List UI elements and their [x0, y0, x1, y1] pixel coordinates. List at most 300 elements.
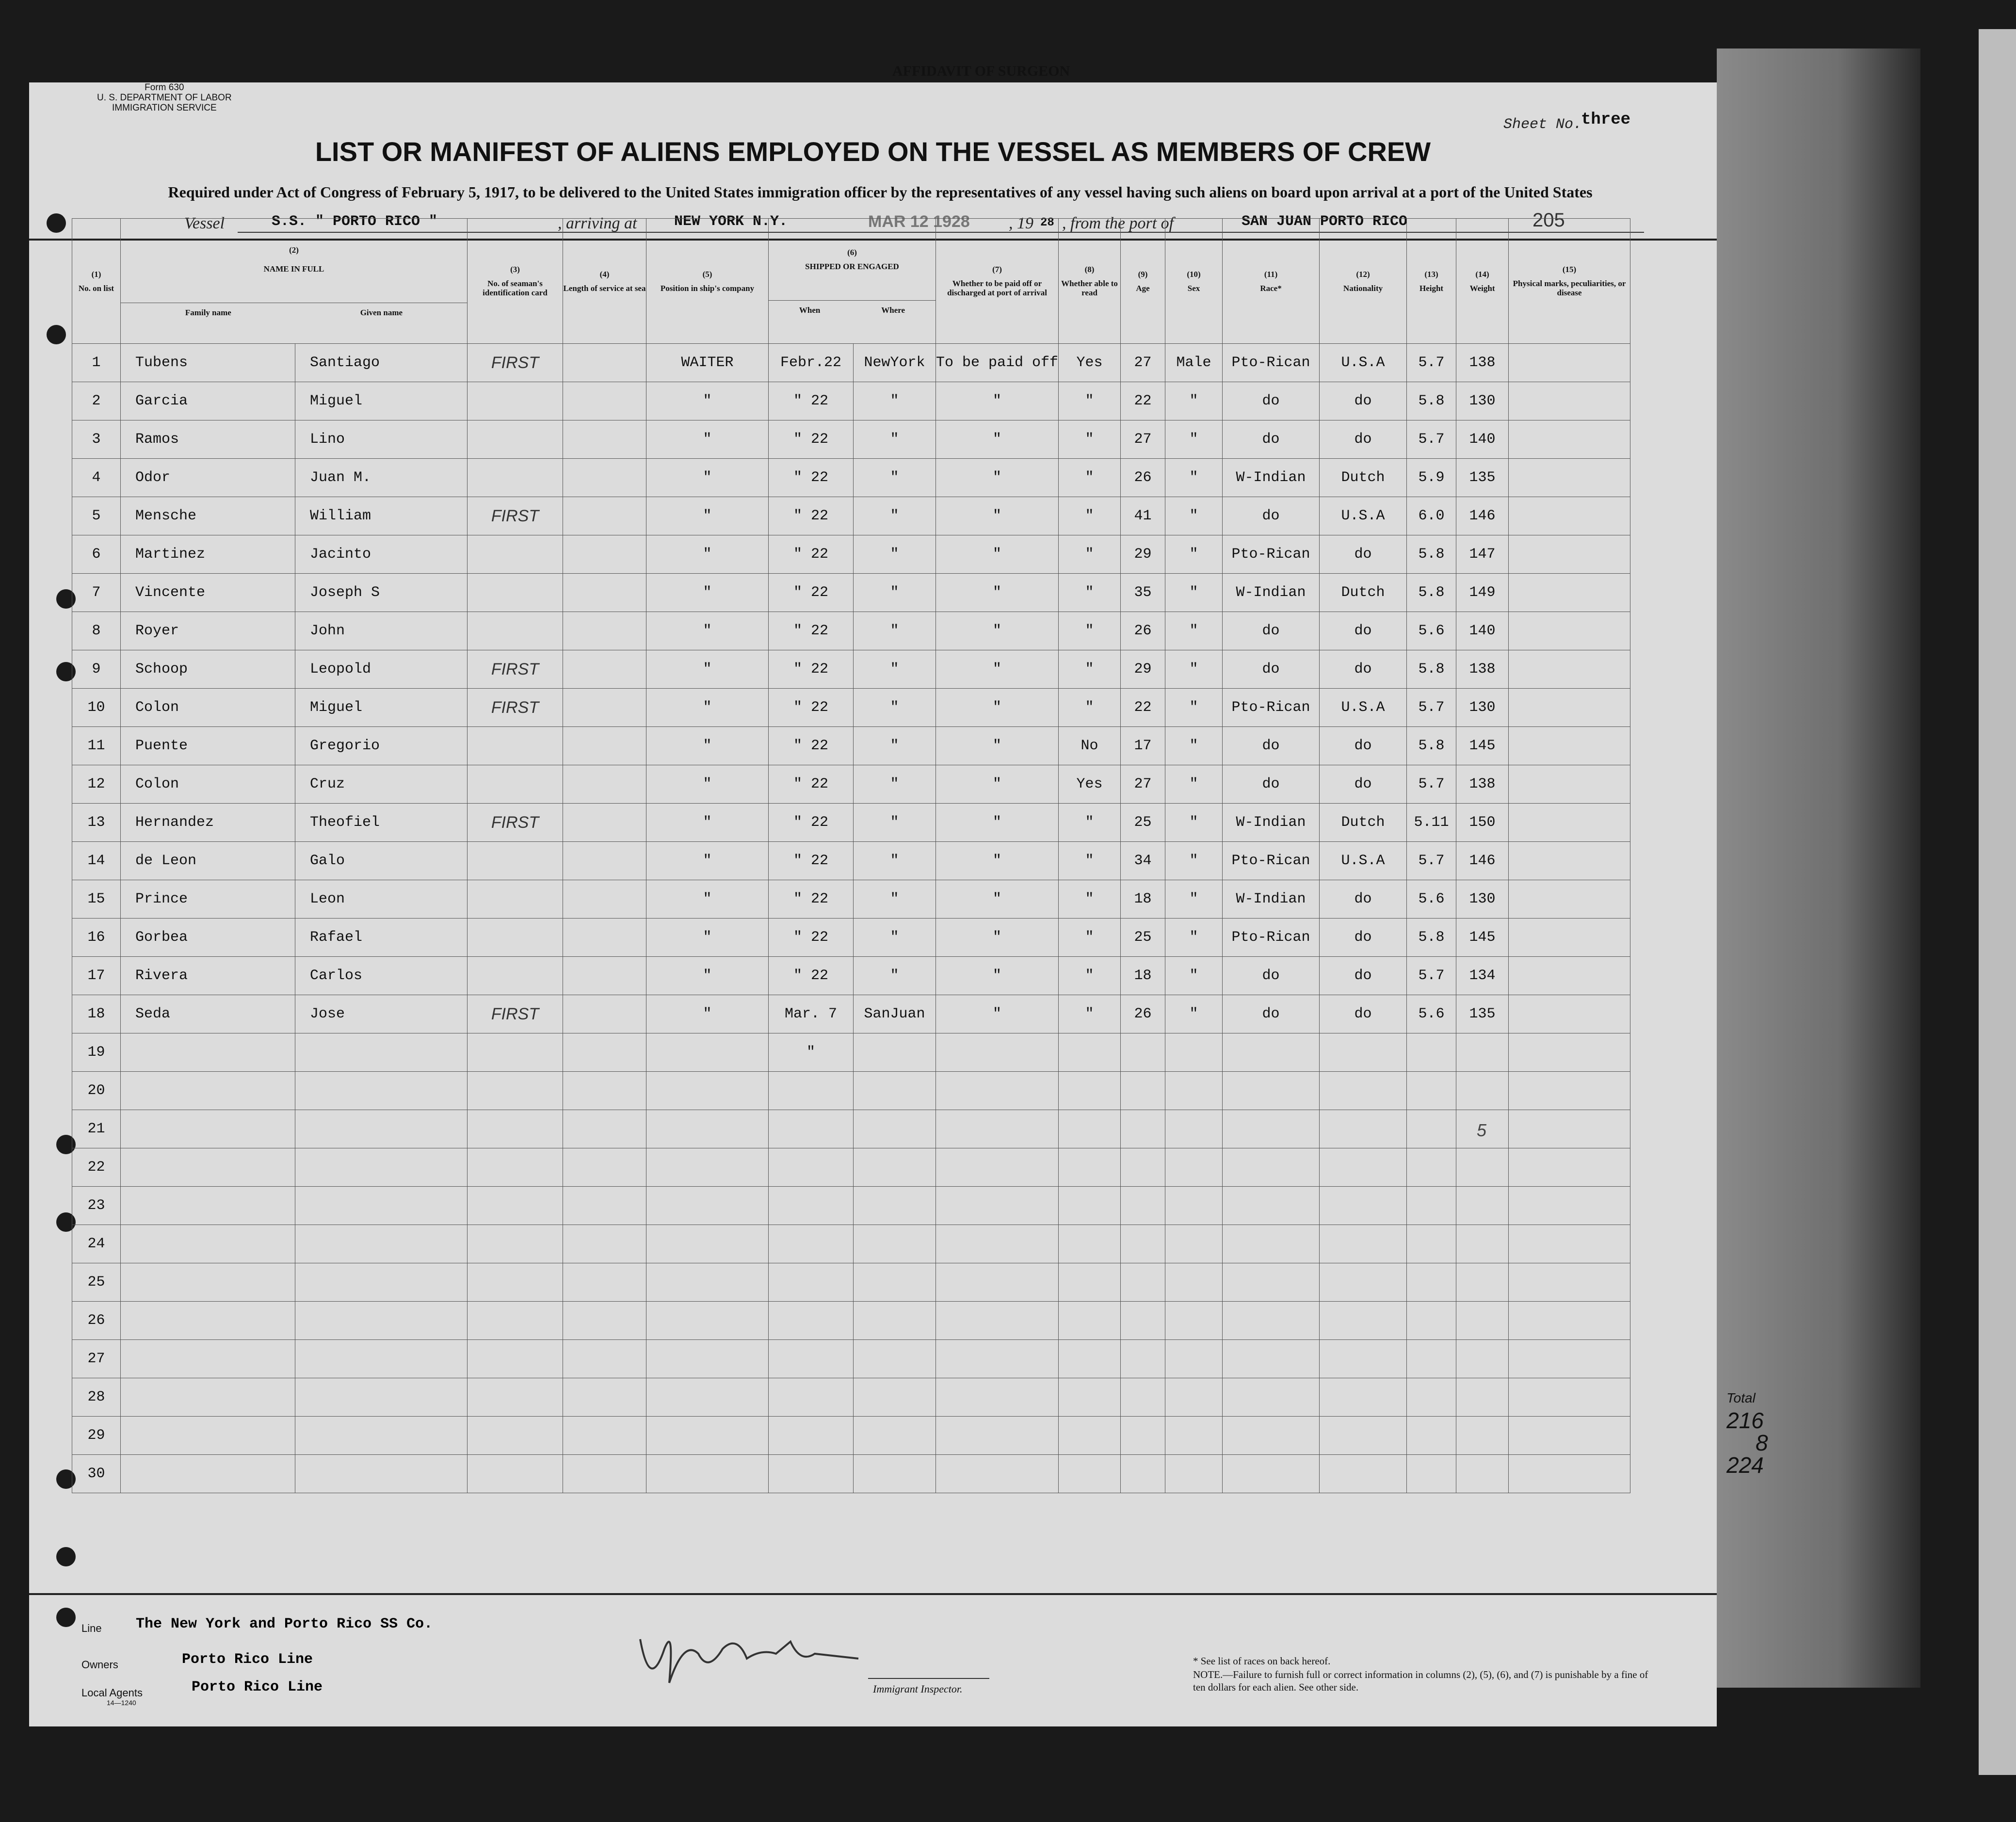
cell-position: " — [646, 842, 769, 880]
cell-sex — [1165, 1340, 1223, 1378]
cell-marks — [1509, 1110, 1630, 1148]
cell-height: 5.9 — [1407, 459, 1456, 497]
cell-age — [1121, 1225, 1165, 1263]
cell-age — [1121, 1110, 1165, 1148]
cell-sex — [1165, 1302, 1223, 1340]
cell-marks — [1509, 574, 1630, 612]
cell-race: do — [1223, 420, 1320, 459]
cell-race — [1223, 1072, 1320, 1110]
col-read-header: (8) Whether able to read — [1059, 219, 1121, 344]
cell-race — [1223, 1148, 1320, 1187]
cell-age: 41 — [1121, 497, 1165, 535]
cell-read: No — [1059, 727, 1121, 765]
col-nationality-header: (12) Nationality — [1320, 219, 1407, 344]
cell-paid — [936, 1378, 1059, 1417]
cell-family: Vincente — [121, 574, 295, 612]
cell-family — [121, 1302, 295, 1340]
cell-marks — [1509, 1417, 1630, 1455]
date-stamp: MAR 12 1928 — [868, 212, 970, 231]
cell-height: 5.7 — [1407, 842, 1456, 880]
cell-family: Gorbea — [121, 919, 295, 957]
cell-where: " — [854, 650, 936, 689]
cell-height: 5.6 — [1407, 612, 1456, 650]
cell-given — [295, 1340, 468, 1378]
cell-family: Colon — [121, 765, 295, 804]
cell-no: 28 — [72, 1378, 121, 1417]
cell-service — [563, 1033, 646, 1072]
cell-where: " — [854, 727, 936, 765]
cell-no: 20 — [72, 1072, 121, 1110]
col-weight-header: (14) Weight — [1456, 219, 1509, 344]
cell-card: FIRST — [468, 689, 563, 727]
cell-nat: do — [1320, 727, 1407, 765]
vessel-value: S.S. " PORTO RICO " — [272, 213, 438, 230]
cell-paid: " — [936, 727, 1059, 765]
cell-sex: " — [1165, 842, 1223, 880]
cell-race: do — [1223, 957, 1320, 995]
form-department: U. S. DEPARTMENT OF LABOR — [97, 93, 232, 103]
cell-weight: 130 — [1456, 689, 1509, 727]
cell-paid — [936, 1148, 1059, 1187]
cell-paid: " — [936, 420, 1059, 459]
cell-read: " — [1059, 995, 1121, 1033]
cell-card — [468, 842, 563, 880]
table-row — [72, 1187, 1630, 1225]
cell-age: 25 — [1121, 919, 1165, 957]
cell-given — [295, 1033, 468, 1072]
cell-when: Febr.22 — [769, 344, 854, 382]
cell-height: 5.8 — [1407, 650, 1456, 689]
cell-card — [468, 765, 563, 804]
cell-family — [121, 1417, 295, 1455]
cell-nat — [1320, 1110, 1407, 1148]
cell-service — [563, 574, 646, 612]
cell-read: " — [1059, 382, 1121, 420]
cell-age: 22 — [1121, 382, 1165, 420]
cell-sex: " — [1165, 804, 1223, 842]
cell-marks — [1509, 1378, 1630, 1417]
cell-family: Rivera — [121, 957, 295, 995]
cell-height — [1407, 1417, 1456, 1455]
cell-age: 29 — [1121, 535, 1165, 574]
cell-race — [1223, 1110, 1320, 1148]
cell-family — [121, 1072, 295, 1110]
cell-given: Carlos — [295, 957, 468, 995]
cell-race: W-Indian — [1223, 880, 1320, 919]
cell-when — [769, 1378, 854, 1417]
inspector-signature — [630, 1620, 873, 1697]
cell-sex — [1165, 1072, 1223, 1110]
cell-paid — [936, 1263, 1059, 1302]
cell-height — [1407, 1110, 1456, 1148]
table-row — [72, 1110, 1630, 1148]
cell-where — [854, 1148, 936, 1187]
cell-read: " — [1059, 689, 1121, 727]
cell-position — [646, 1455, 769, 1493]
cell-race — [1223, 1340, 1320, 1378]
cell-position — [646, 1187, 769, 1225]
cell-sex: " — [1165, 957, 1223, 995]
cell-weight: 149 — [1456, 574, 1509, 612]
cell-read: " — [1059, 650, 1121, 689]
cell-marks — [1509, 919, 1630, 957]
table-row — [72, 612, 1630, 650]
cell-when — [769, 1340, 854, 1378]
table-row — [72, 574, 1630, 612]
col-sex-header: (10) Sex — [1165, 219, 1223, 344]
cell-service — [563, 995, 646, 1033]
cell-position — [646, 1072, 769, 1110]
cell-weight: 138 — [1456, 765, 1509, 804]
cell-where: " — [854, 880, 936, 919]
table-row — [72, 382, 1630, 420]
cell-when — [769, 1187, 854, 1225]
table-row — [72, 765, 1630, 804]
cell-when: " 22 — [769, 919, 854, 957]
cell-read: " — [1059, 497, 1121, 535]
sheet-number: three — [1581, 111, 1631, 129]
cell-race: Pto-Rican — [1223, 842, 1320, 880]
cell-no: 16 — [72, 919, 121, 957]
cell-read: " — [1059, 880, 1121, 919]
year-label: , 19 — [1009, 214, 1033, 232]
cell-where: " — [854, 842, 936, 880]
punch-hole — [47, 213, 66, 233]
table-row — [72, 842, 1630, 880]
cell-height — [1407, 1148, 1456, 1187]
cell-age — [1121, 1340, 1165, 1378]
cell-service — [563, 1302, 646, 1340]
cell-no: 1 — [72, 344, 121, 382]
cell-where: SanJuan — [854, 995, 936, 1033]
cell-service — [563, 1110, 646, 1148]
cell-read: " — [1059, 574, 1121, 612]
cell-marks — [1509, 459, 1630, 497]
cell-where — [854, 1417, 936, 1455]
cell-read: " — [1059, 612, 1121, 650]
cell-marks — [1509, 535, 1630, 574]
cell-family — [121, 1378, 295, 1417]
cell-age: 35 — [1121, 574, 1165, 612]
cell-race: do — [1223, 995, 1320, 1033]
cell-position — [646, 1302, 769, 1340]
cell-nat — [1320, 1148, 1407, 1187]
cell-marks — [1509, 344, 1630, 382]
cell-card: FIRST — [468, 804, 563, 842]
footer-line-label: Line — [81, 1622, 102, 1634]
cell-nat: U.S.A — [1320, 497, 1407, 535]
cell-weight: 145 — [1456, 727, 1509, 765]
cell-when: " 22 — [769, 842, 854, 880]
cell-no: 30 — [72, 1455, 121, 1493]
cell-card — [468, 1378, 563, 1417]
cell-age: 17 — [1121, 727, 1165, 765]
cell-read — [1059, 1033, 1121, 1072]
note-races: * See list of races on back hereof. — [1193, 1655, 1331, 1667]
sheet-label: Sheet No. — [1503, 116, 1582, 133]
cell-no: 24 — [72, 1225, 121, 1263]
cell-weight: 138 — [1456, 344, 1509, 382]
cell-paid: To be paid off — [936, 344, 1059, 382]
cell-nat: do — [1320, 420, 1407, 459]
cell-sex — [1165, 1148, 1223, 1187]
table-row — [72, 1033, 1630, 1072]
cell-service — [563, 420, 646, 459]
from-label: , from the port of — [1062, 214, 1174, 232]
cell-position — [646, 1148, 769, 1187]
cell-service — [563, 1340, 646, 1378]
table-row — [72, 459, 1630, 497]
cell-sex: " — [1165, 689, 1223, 727]
cell-read — [1059, 1225, 1121, 1263]
cell-race: Pto-Rican — [1223, 919, 1320, 957]
arriving-value: NEW YORK N.Y. — [674, 213, 788, 230]
cell-given: Lino — [295, 420, 468, 459]
next-page-edge — [1979, 29, 2016, 1775]
cell-read — [1059, 1340, 1121, 1378]
cell-when: " 22 — [769, 420, 854, 459]
cell-no: 11 — [72, 727, 121, 765]
cell-marks — [1509, 650, 1630, 689]
table-row — [72, 919, 1630, 957]
cell-sex: " — [1165, 727, 1223, 765]
cell-age: 26 — [1121, 459, 1165, 497]
cell-position — [646, 1225, 769, 1263]
cell-where: " — [854, 689, 936, 727]
cell-race: Pto-Rican — [1223, 344, 1320, 382]
cell-weight: 134 — [1456, 957, 1509, 995]
cell-weight: 146 — [1456, 497, 1509, 535]
cell-marks — [1509, 804, 1630, 842]
cell-position — [646, 1263, 769, 1302]
cell-paid: " — [936, 804, 1059, 842]
cell-where — [854, 1225, 936, 1263]
cell-when: " 22 — [769, 804, 854, 842]
cell-paid — [936, 1417, 1059, 1455]
cell-height — [1407, 1072, 1456, 1110]
cell-position — [646, 1378, 769, 1417]
cell-race: do — [1223, 497, 1320, 535]
cell-height: 5.7 — [1407, 765, 1456, 804]
cell-when: " 22 — [769, 727, 854, 765]
cell-paid — [936, 1455, 1059, 1493]
cell-sex: " — [1165, 765, 1223, 804]
cell-given: John — [295, 612, 468, 650]
cell-where: NewYork — [854, 344, 936, 382]
cell-race — [1223, 1302, 1320, 1340]
cell-service — [563, 1417, 646, 1455]
cell-position: " — [646, 497, 769, 535]
table-row — [72, 497, 1630, 535]
cell-sex — [1165, 1455, 1223, 1493]
cell-family — [121, 1225, 295, 1263]
col-position-header: (5) Position in ship's company — [646, 219, 769, 344]
cell-read — [1059, 1072, 1121, 1110]
cell-nat: do — [1320, 957, 1407, 995]
table-row — [72, 727, 1630, 765]
col-shipped-header: (6) SHIPPED OR ENGAGED When Where — [769, 219, 936, 344]
col-no-header: (1) No. on list — [72, 219, 121, 344]
cell-position: " — [646, 459, 769, 497]
cell-card — [468, 1187, 563, 1225]
cell-when — [769, 1455, 854, 1493]
cell-nat — [1320, 1302, 1407, 1340]
cell-marks — [1509, 880, 1630, 919]
table-row — [72, 880, 1630, 919]
cell-position: " — [646, 689, 769, 727]
table-row — [72, 650, 1630, 689]
cell-height: 6.0 — [1407, 497, 1456, 535]
cell-weight — [1456, 1455, 1509, 1493]
cell-when: " 22 — [769, 497, 854, 535]
cell-when: " 22 — [769, 535, 854, 574]
cell-family — [121, 1033, 295, 1072]
cell-no: 2 — [72, 382, 121, 420]
cell-nat — [1320, 1225, 1407, 1263]
cell-weight — [1456, 1148, 1509, 1187]
cell-paid: " — [936, 880, 1059, 919]
cell-read — [1059, 1302, 1121, 1340]
table-row — [72, 1340, 1630, 1378]
cell-height: 5.8 — [1407, 535, 1456, 574]
cell-family — [121, 1187, 295, 1225]
cell-weight: 130 — [1456, 880, 1509, 919]
cell-sex — [1165, 1110, 1223, 1148]
cell-no: 27 — [72, 1340, 121, 1378]
cell-paid: " — [936, 957, 1059, 995]
cell-given — [295, 1455, 468, 1493]
cell-service — [563, 1263, 646, 1302]
cell-marks — [1509, 382, 1630, 420]
top-band — [29, 63, 1717, 82]
cell-service — [563, 1187, 646, 1225]
cell-family — [121, 1110, 295, 1148]
cell-sex: " — [1165, 995, 1223, 1033]
cell-when: " 22 — [769, 650, 854, 689]
cell-no: 3 — [72, 420, 121, 459]
cell-card — [468, 612, 563, 650]
cell-family: Martinez — [121, 535, 295, 574]
cell-age: 27 — [1121, 344, 1165, 382]
cell-given: Cruz — [295, 765, 468, 804]
cell-nat — [1320, 1455, 1407, 1493]
cell-given: Santiago — [295, 344, 468, 382]
cell-card — [468, 574, 563, 612]
cell-marks — [1509, 1072, 1630, 1110]
cell-race: W-Indian — [1223, 804, 1320, 842]
arriving-label: , arriving at — [558, 214, 637, 232]
side-notes — [1726, 1387, 1768, 1476]
col-height-header: (13) Height — [1407, 219, 1456, 344]
cell-age — [1121, 1187, 1165, 1225]
table-row — [72, 995, 1630, 1033]
cell-where: " — [854, 919, 936, 957]
cell-nat — [1320, 1263, 1407, 1302]
cell-age: 26 — [1121, 995, 1165, 1033]
cell-race: do — [1223, 382, 1320, 420]
cell-age — [1121, 1455, 1165, 1493]
cell-where: " — [854, 459, 936, 497]
cell-marks — [1509, 957, 1630, 995]
cell-no: 17 — [72, 957, 121, 995]
cell-no: 23 — [72, 1187, 121, 1225]
cell-where — [854, 1302, 936, 1340]
cell-read: " — [1059, 957, 1121, 995]
cell-marks — [1509, 689, 1630, 727]
cell-weight: 135 — [1456, 459, 1509, 497]
col-name-header: (2) NAME IN FULL Family name Given name — [121, 219, 468, 344]
cell-nat: U.S.A — [1320, 689, 1407, 727]
cell-service — [563, 919, 646, 957]
cell-service — [563, 880, 646, 919]
cell-position: WAITER — [646, 344, 769, 382]
cell-when: " 22 — [769, 612, 854, 650]
cell-family: Hernandez — [121, 804, 295, 842]
cell-race — [1223, 1263, 1320, 1302]
cell-paid — [936, 1110, 1059, 1148]
cell-card — [468, 1417, 563, 1455]
table-row — [72, 1072, 1630, 1110]
cell-paid: " — [936, 535, 1059, 574]
cell-position: " — [646, 957, 769, 995]
cell-age: 27 — [1121, 765, 1165, 804]
cell-given: Miguel — [295, 382, 468, 420]
cell-card — [468, 1340, 563, 1378]
cell-sex — [1165, 1378, 1223, 1417]
cell-marks — [1509, 612, 1630, 650]
cell-no: 5 — [72, 497, 121, 535]
punch-hole — [47, 325, 66, 344]
footer-owners-value: Porto Rico Line — [182, 1651, 313, 1668]
cell-no: 8 — [72, 612, 121, 650]
cell-when — [769, 1148, 854, 1187]
cell-where: " — [854, 612, 936, 650]
table-row — [72, 535, 1630, 574]
cell-service — [563, 1455, 646, 1493]
cell-age — [1121, 1417, 1165, 1455]
cell-service — [563, 650, 646, 689]
table-row — [72, 1417, 1630, 1455]
cell-sex: Male — [1165, 344, 1223, 382]
cell-card — [468, 1263, 563, 1302]
cell-marks — [1509, 420, 1630, 459]
cell-given: William — [295, 497, 468, 535]
cell-family: Mensche — [121, 497, 295, 535]
side-note-2: 8 — [1756, 1430, 1768, 1455]
cell-sex: " — [1165, 612, 1223, 650]
cell-when — [769, 1417, 854, 1455]
cell-paid: " — [936, 765, 1059, 804]
cell-read — [1059, 1148, 1121, 1187]
cell-nat: do — [1320, 612, 1407, 650]
footer-agents-label: Local Agents — [81, 1687, 143, 1699]
cell-given: Juan M. — [295, 459, 468, 497]
cell-height — [1407, 1033, 1456, 1072]
cell-card — [468, 957, 563, 995]
cell-family — [121, 1340, 295, 1378]
cell-age — [1121, 1033, 1165, 1072]
cell-read — [1059, 1417, 1121, 1455]
cell-given — [295, 1263, 468, 1302]
cell-marks — [1509, 842, 1630, 880]
cell-sex — [1165, 1417, 1223, 1455]
cell-where: " — [854, 765, 936, 804]
cell-service — [563, 497, 646, 535]
cell-read: Yes — [1059, 765, 1121, 804]
cell-nat: Dutch — [1320, 574, 1407, 612]
table-row — [72, 689, 1630, 727]
cell-family — [121, 1263, 295, 1302]
